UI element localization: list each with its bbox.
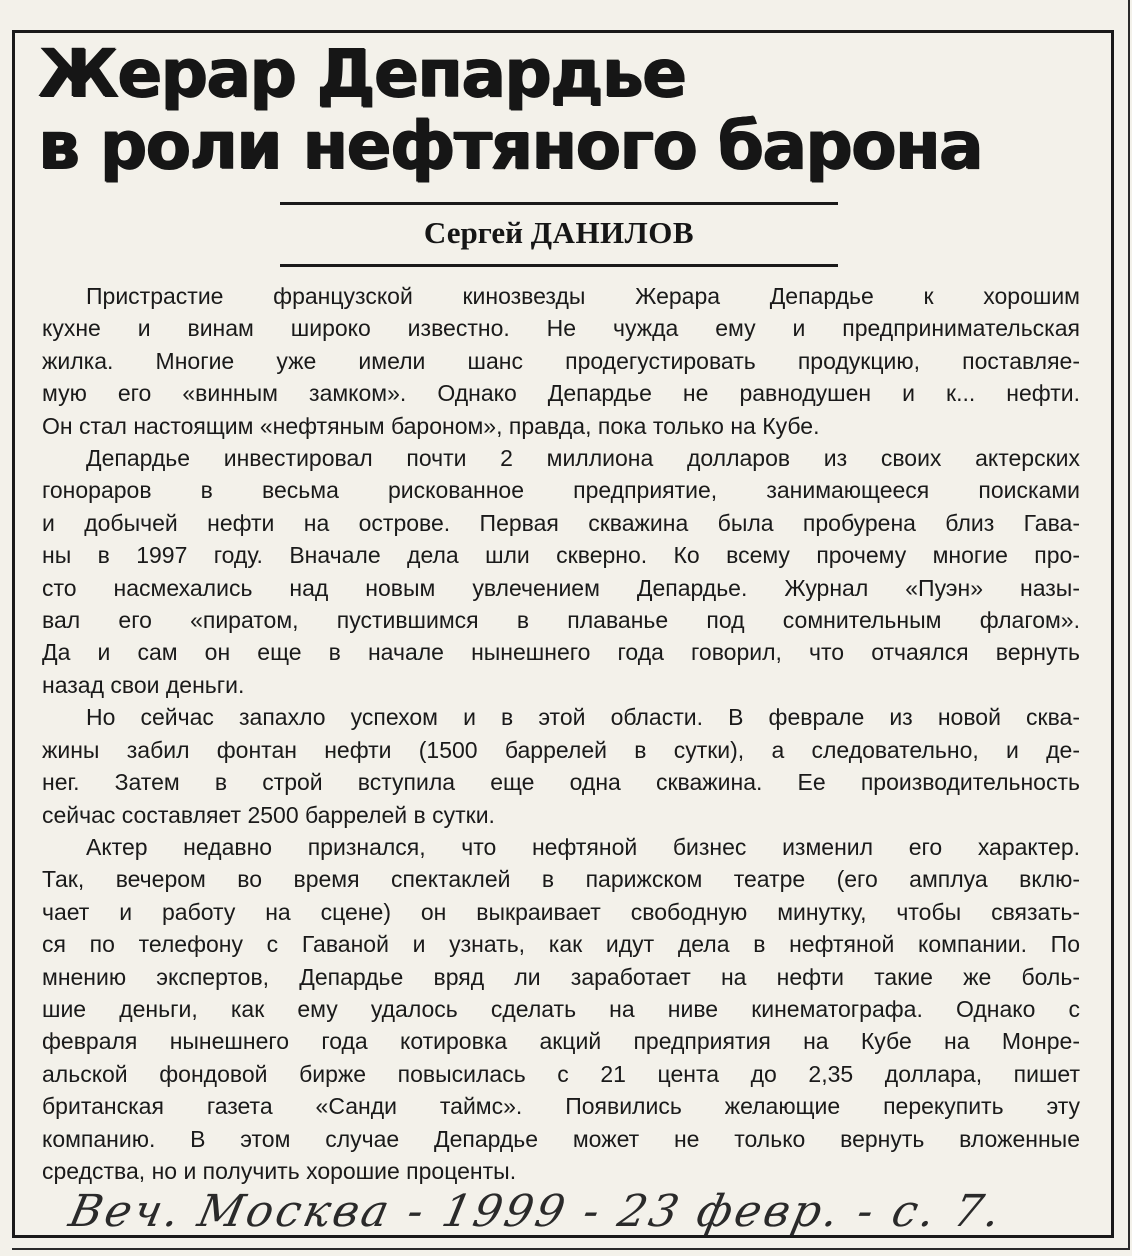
article-line: Депардье инвестировал почти 2 миллиона долларов из своих актерских (86, 445, 1080, 472)
article-paragraph (42, 701, 1080, 831)
article-line: вал его «пиратом, пустившимся в плаванье под сомнительным флагом». (42, 607, 1080, 634)
page-edge-bottom (12, 1248, 1130, 1250)
article-line: Так, вечером во время спектаклей в парижском театре (его амплуа вклю- (42, 866, 1080, 893)
author-first-name: Сергей (423, 215, 523, 250)
article-line: февраля нынешнего года котировка акций предприятия на Кубе на Монре- (42, 1028, 1080, 1055)
article-line: сейчас составляет 2500 баррелей в сутки. (42, 801, 495, 828)
article-line: и добычей нефти на острове. Первая скважина была пробурена близ Гава- (42, 509, 1080, 536)
article-line: Актер недавно признался, что нефтяной бизнес изменил его характер. (86, 833, 1080, 860)
article-line: сто насмехались над новым увлечением Депардье. Журнал «Пуэн» назы- (42, 574, 1080, 601)
article-line: британская газета «Санди таймс». Появились желающие перекупить эту (42, 1093, 1080, 1120)
article-line: мнению экспертов, Депардье вряд ли заработает на нефти такие же боль- (42, 963, 1080, 990)
article-line: Пристрастие французской кинозвезды Жерара Депардье к хорошим (86, 283, 1080, 309)
article-line: гонораров в весьма рискованное предприятие, занимающееся поисками (42, 477, 1080, 504)
article-line: назад свои деньги. (42, 671, 245, 698)
byline-rule-bottom (280, 264, 838, 267)
article-line: жилка. Многие уже имели шанс продегустировать продукцию, поставляе- (42, 347, 1080, 374)
article-line: жины забил фонтан нефти (1500 баррелей в сутки), а следовательно, и де- (42, 736, 1080, 763)
article-line: компанию. В этом случае Депардье может не только вернуть вложенные (42, 1125, 1080, 1152)
article-byline (280, 213, 838, 253)
headline-line-2: в роли нефтяного барона (38, 107, 982, 184)
article-line: ся по телефону с Гаваной и узнать, как идут дела в нефтяной компании. По (42, 931, 1080, 958)
article-paragraph (42, 280, 1080, 442)
article-line: чает и работу на сцене) он выкраивает свободную минутку, чтобы связать- (42, 898, 1080, 925)
article-headline (38, 35, 1038, 184)
article-line: Но сейчас запахло успехом и в этой области. В феврале из новой сква- (86, 704, 1080, 731)
article-paragraph (42, 831, 1080, 1187)
headline-line-1: Жерар Депардье (38, 35, 686, 112)
byline-rule-top (280, 202, 838, 205)
article-paragraph (42, 442, 1080, 701)
article-line: нег. Затем в строй вступила еще одна скважина. Ее производительность (42, 769, 1080, 796)
article-body (42, 280, 1080, 1187)
article-line: альской фондовой бирже повысилась с 21 цента до 2,35 доллара, пишет (42, 1060, 1080, 1087)
article-line: мую его «винным замком». Однако Депардье не равнодушен и к... нефти. (42, 380, 1080, 407)
author-last-name: ДАНИЛОВ (530, 215, 695, 250)
article-line: Он стал настоящим «нефтяным бароном», правда, пока только на Кубе. (42, 412, 820, 439)
article-line: шие деньги, как ему удалось сделать на ниве кинематографа. Однако с (42, 995, 1080, 1022)
article-line: ны в 1997 году. Вначале дела шли скверно. Ко всему прочему многие про- (42, 542, 1080, 569)
article-line: кухне и винам широко известно. Не чужда ему и предпринимательская (42, 315, 1080, 342)
article-line: средства, но и получить хорошие проценты. (42, 1157, 517, 1184)
handwritten-source-note: Веч. Москва - 1999 - 23 февр. - с. 7. (64, 1186, 1008, 1237)
article-line: Да и сам он еще в начале нынешнего года говорил, что отчаялся вернуть (42, 639, 1080, 666)
page-edge-right (1128, 0, 1130, 1250)
